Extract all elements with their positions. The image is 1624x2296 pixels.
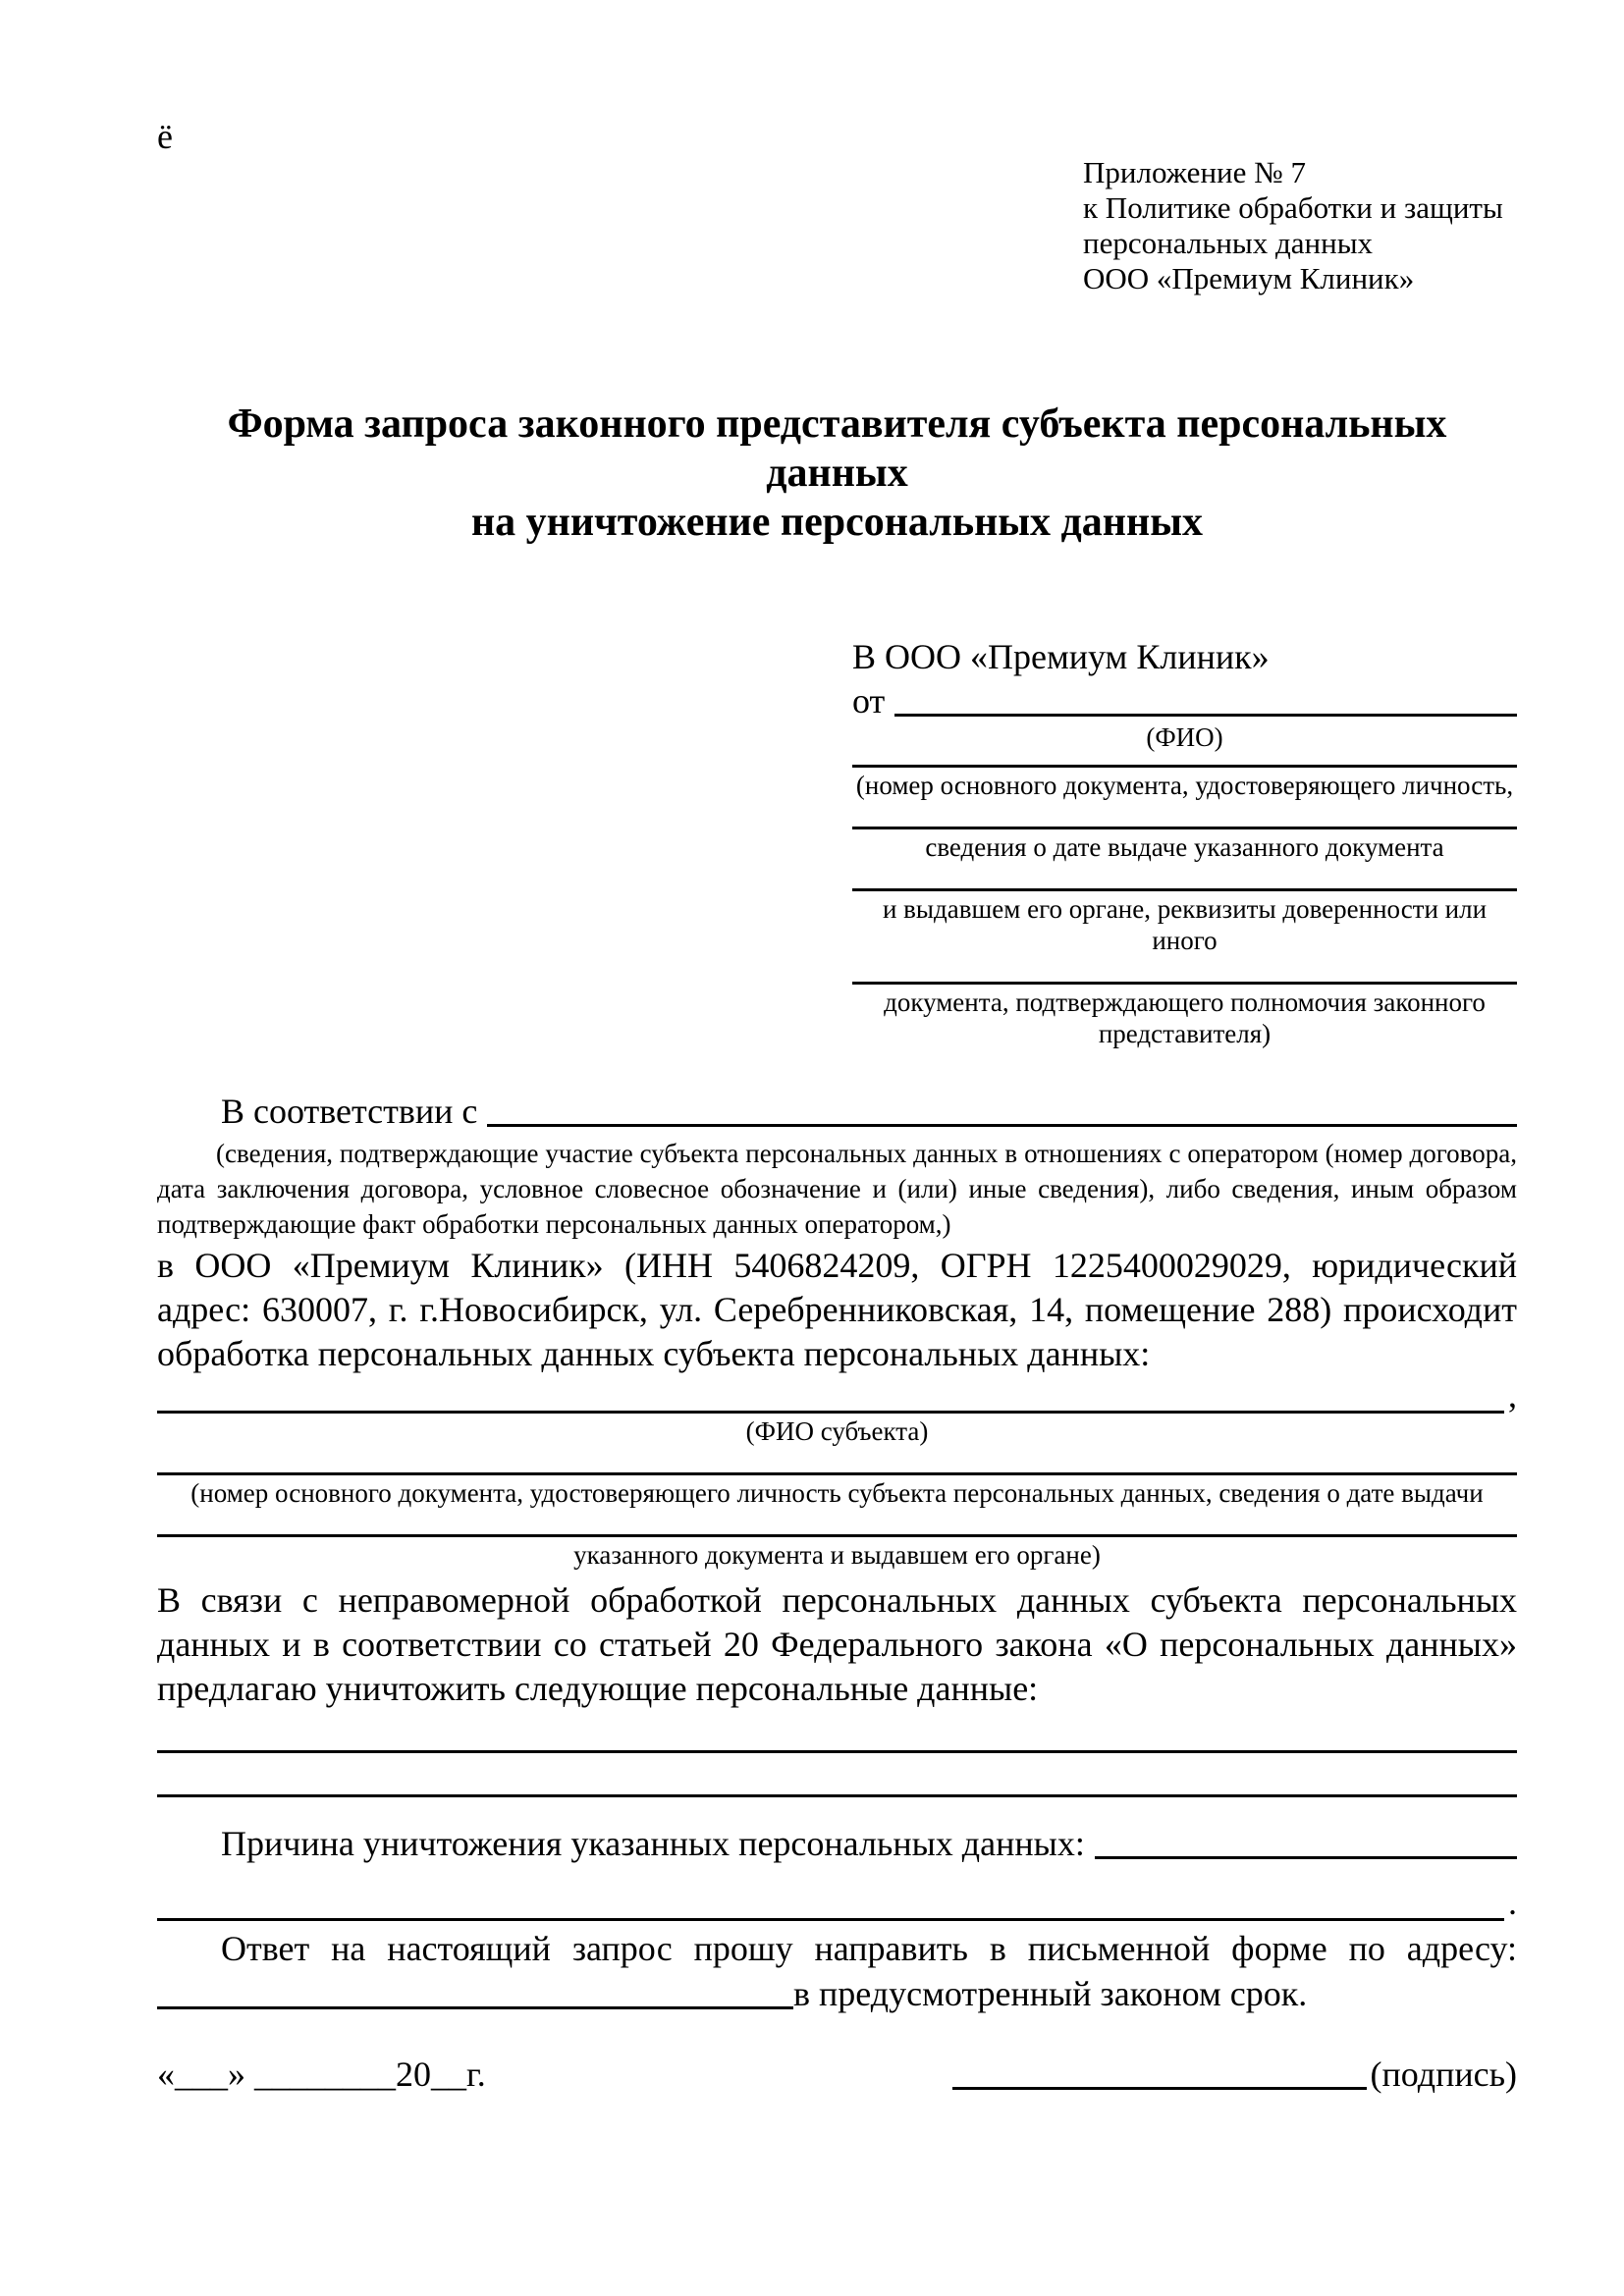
signature-caption: (подпись) xyxy=(1370,2055,1517,2094)
operator-paragraph: в ООО «Премиум Клиник» (ИНН 5406824209, ОГРН 1225400029029, юридический адрес: 630007, г. г.Новосибирск, ул. Серебренниковская, 14, помещение 288) происходит обработка персональных данных субъекта персональных данных: xyxy=(157,1246,1517,1373)
addressee-from-row xyxy=(852,678,1517,721)
blank-line-data-to-destroy-1 xyxy=(157,1750,1517,1753)
appendix-header xyxy=(1083,155,1517,296)
accordance-label: В соответствии с xyxy=(221,1092,478,1131)
blank-line-subject-doc xyxy=(157,1472,1517,1475)
appendix-header-line-3: персональных данных xyxy=(1083,226,1374,260)
accordance-caption: (сведения, подтверждающие участие субъекта персональных данных в отношениях с оператором (номер договора, дата заключения договора, условное словесное обозначение и (или) иные сведения), либо сведения, иным образом подтверждающие факт обработки персональных данных оператором,) xyxy=(157,1139,1517,1239)
addressee-from-label: от xyxy=(852,681,886,721)
blank-caption-authority-document: документа, подтверждающего полномочия законного представителя) xyxy=(884,988,1486,1048)
blank-row-subject-doc-2 xyxy=(157,1534,1517,1571)
blank-row-authority-document xyxy=(852,982,1517,1049)
destruction-reason-continuation-row xyxy=(157,1884,1517,1923)
blank-caption-issuing-authority: и выдавшем его органе, реквизиты доверенности или иного xyxy=(882,894,1488,955)
blank-line-authority-document xyxy=(852,982,1517,985)
appendix-header-line-4: ООО «Премиум Клиник» xyxy=(1083,261,1415,295)
destruction-reason-label: Причина уничтожения указанных персональных данных: xyxy=(221,1824,1085,1863)
blank-row-issuing-authority xyxy=(852,888,1517,956)
accordance-row xyxy=(157,1089,1517,1132)
blank-line-destruction-reason xyxy=(1095,1856,1517,1859)
blank-line-representative-fio xyxy=(894,714,1517,717)
blank-caption-issue-date: сведения о дате выдаче указанного документа xyxy=(925,832,1444,862)
blank-line-destruction-reason-2 xyxy=(157,1918,1504,1921)
document-title-line-2: на уничтожение персональных данных xyxy=(470,500,1203,545)
blank-row-doc-number xyxy=(852,765,1517,801)
destruction-reason-row xyxy=(157,1821,1517,1864)
answer-address-row xyxy=(157,1971,1517,2014)
blank-line-doc-number xyxy=(852,765,1517,768)
blank-line-issuing-authority xyxy=(852,888,1517,891)
addressee-to: В ООО «Премиум Клиник» xyxy=(852,637,1270,676)
blank-caption-doc-number: (номер основного документа, удостоверяющего личность, xyxy=(855,771,1514,800)
subject-fio-caption: (ФИО субъекта) xyxy=(745,1416,929,1446)
blank-line-subject-doc-2 xyxy=(157,1534,1517,1537)
document-title-line-1: Форма запроса законного представителя субъекта персональных данных xyxy=(227,401,1447,496)
blank-line-data-to-destroy-2 xyxy=(157,1794,1517,1797)
fio-caption: (ФИО) xyxy=(1146,722,1223,752)
subject-doc-caption-1: (номер основного документа, удостоверяющего личность субъекта персональных данных, сведения о дате выдачи xyxy=(190,1478,1484,1508)
blank-line-subject-fio xyxy=(157,1411,1504,1414)
answer-suffix: в предусмотренный законом срок. xyxy=(793,1974,1308,2013)
addressee-block xyxy=(852,635,1517,1049)
trailing-comma: , xyxy=(1508,1375,1517,1415)
unlawful-processing-paragraph: В связи с неправомерной обработкой персональных данных субъекта персональных данных и в соответствии со статьей 20 Федерального закона «О персональных данных» предлагаю уничтожить следующие персональные данные: xyxy=(157,1580,1517,1708)
subject-doc-caption-2: указанного документа и выдавшем его органе) xyxy=(573,1540,1101,1570)
answer-paragraph: Ответ на настоящий запрос прошу направить в письменной форме по адресу: xyxy=(221,1929,1517,1968)
corner-char: ё xyxy=(157,117,173,156)
blank-row-subject-doc xyxy=(157,1472,1517,1509)
blank-line-accordance xyxy=(487,1124,1517,1127)
signature-footer xyxy=(157,2054,1517,2095)
blank-line-issue-date xyxy=(852,827,1517,829)
trailing-period: . xyxy=(1508,1883,1517,1922)
blank-line-answer-address xyxy=(157,2006,793,2009)
addressee-document-rows xyxy=(852,765,1517,1049)
subject-fio-row xyxy=(157,1375,1517,1415)
document-title xyxy=(157,400,1517,547)
blank-row-issue-date xyxy=(852,827,1517,863)
appendix-header-line-1: Приложение № 7 xyxy=(1083,155,1306,189)
date-line: «___» ________20__г. xyxy=(157,2055,486,2094)
signature-line xyxy=(952,2087,1367,2090)
appendix-header-line-2: к Политике обработки и защиты xyxy=(1083,190,1503,225)
signature-group xyxy=(952,2054,1517,2095)
